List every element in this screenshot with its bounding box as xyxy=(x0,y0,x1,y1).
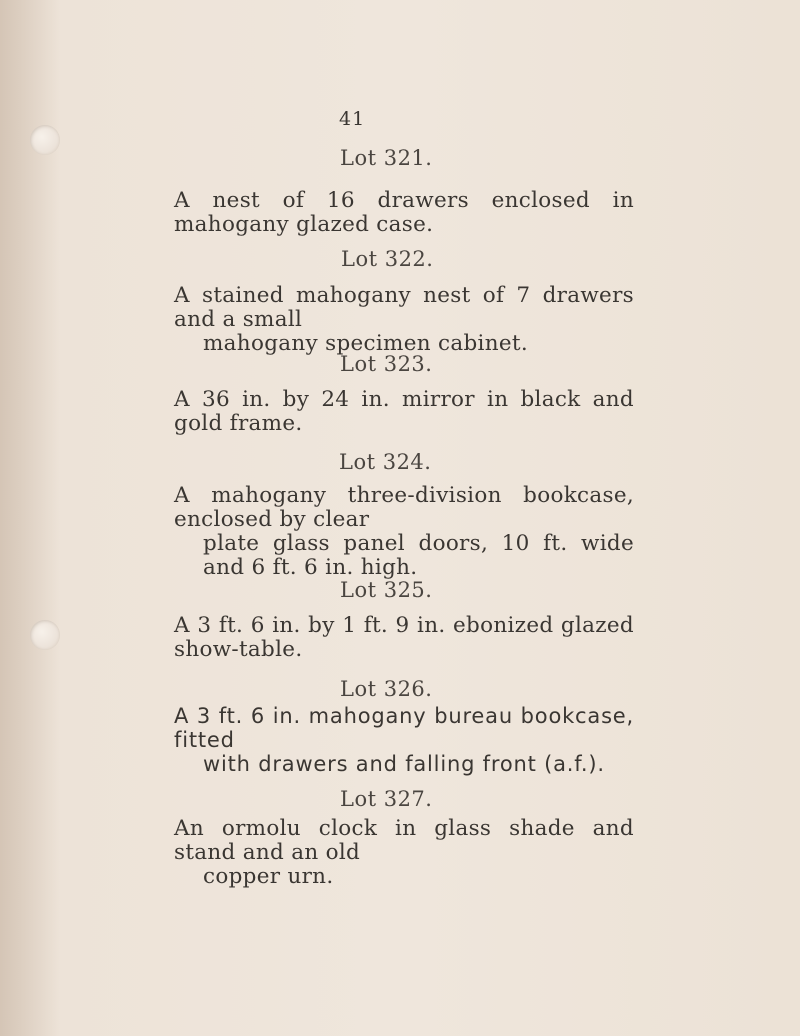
lot-heading: Lot 325. xyxy=(340,578,433,602)
page-number: 41 xyxy=(339,108,366,130)
lot-heading: Lot 322. xyxy=(341,247,434,271)
lot-description-line: A nest of 16 drawers enclosed in mahogany glazed case. xyxy=(174,188,634,237)
lot-description-continuation: with drawers and falling front (a.f.). xyxy=(203,752,605,776)
punch-hole-bottom xyxy=(30,620,60,650)
lot-description xyxy=(174,484,634,580)
lot-description-continuation: mahogany specimen cabinet. xyxy=(203,331,528,356)
punch-hole-top xyxy=(30,125,60,155)
lot-heading: Lot 324. xyxy=(339,450,432,474)
lot-heading: Lot 326. xyxy=(340,677,433,701)
lot-description-line: A 3 ft. 6 in. mahogany bureau bookcase, fitted xyxy=(174,704,634,752)
lot-description xyxy=(174,284,634,356)
lot-heading: Lot 321. xyxy=(340,146,433,170)
lot-description-continuation: copper urn. xyxy=(203,864,334,889)
lot-heading: Lot 323. xyxy=(340,352,433,376)
lot-description xyxy=(174,704,634,776)
lot-description xyxy=(174,614,634,662)
lot-description-line: A 3 ft. 6 in. by 1 ft. 9 in. ebonized glazed show-table. xyxy=(174,613,634,662)
lot-description-line: A stained mahogany nest of 7 drawers and a small xyxy=(174,283,634,332)
lot-description xyxy=(174,817,634,889)
lot-description-continuation: plate glass panel doors, 10 ft. wide and 6 ft. 6 in. high. xyxy=(203,531,634,580)
lot-heading: Lot 327. xyxy=(340,787,433,811)
lot-description-line: A mahogany three-division bookcase, enclosed by clear xyxy=(174,483,634,532)
page-edge-shadow xyxy=(0,0,60,1036)
lot-description-line: An ormolu clock in glass shade and stand and an old xyxy=(174,816,634,865)
lot-description-line: A 36 in. by 24 in. mirror in black and gold frame. xyxy=(174,387,634,436)
lot-description xyxy=(174,189,634,237)
lot-description xyxy=(174,388,634,436)
